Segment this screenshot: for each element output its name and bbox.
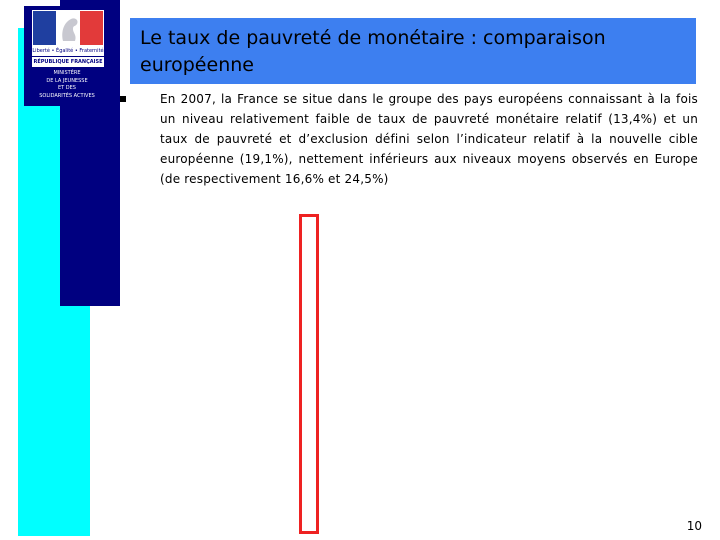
bullet-paragraph: En 2007, la France se situe dans le groupe des pays européens connaissant à la fois un niveau relativement faible de taux de pauvreté monétaire relatif (13,4%) et un taux de pauvreté et d’exclusion défini selon l’indicateur relatif à la nouvelle cible européenne (19,1%), nettement inférieurs aux niveaux moyens observés en Europe (de respectivement 16,6% et 24,5%): [160, 92, 698, 186]
republic-logo: [24, 6, 110, 106]
red-highlight-frame: [299, 214, 319, 534]
motto-text: Liberté • Égalité • Fraternité: [32, 48, 104, 54]
bullet-square-icon: [120, 96, 126, 102]
marianne-flag-icon: [32, 10, 104, 46]
ministry-line: MINISTÈRE: [53, 70, 81, 76]
slide-title-line-1: Le taux de pauvreté de monétaire : comparaison: [140, 27, 606, 49]
ministry-line: DE LA JEUNESSE: [46, 77, 88, 84]
ministry-name: [28, 70, 106, 100]
ministry-line: ET DES: [58, 85, 76, 91]
slide-title: [140, 25, 680, 79]
slide-title-line-2: européenne: [140, 54, 254, 76]
ministry-line: SOLIDARITÉS ACTIVES: [39, 92, 95, 99]
title-bar: [130, 18, 696, 84]
page-number: 10: [686, 519, 702, 533]
republic-text: RÉPUBLIQUE FRANÇAISE: [33, 59, 103, 65]
